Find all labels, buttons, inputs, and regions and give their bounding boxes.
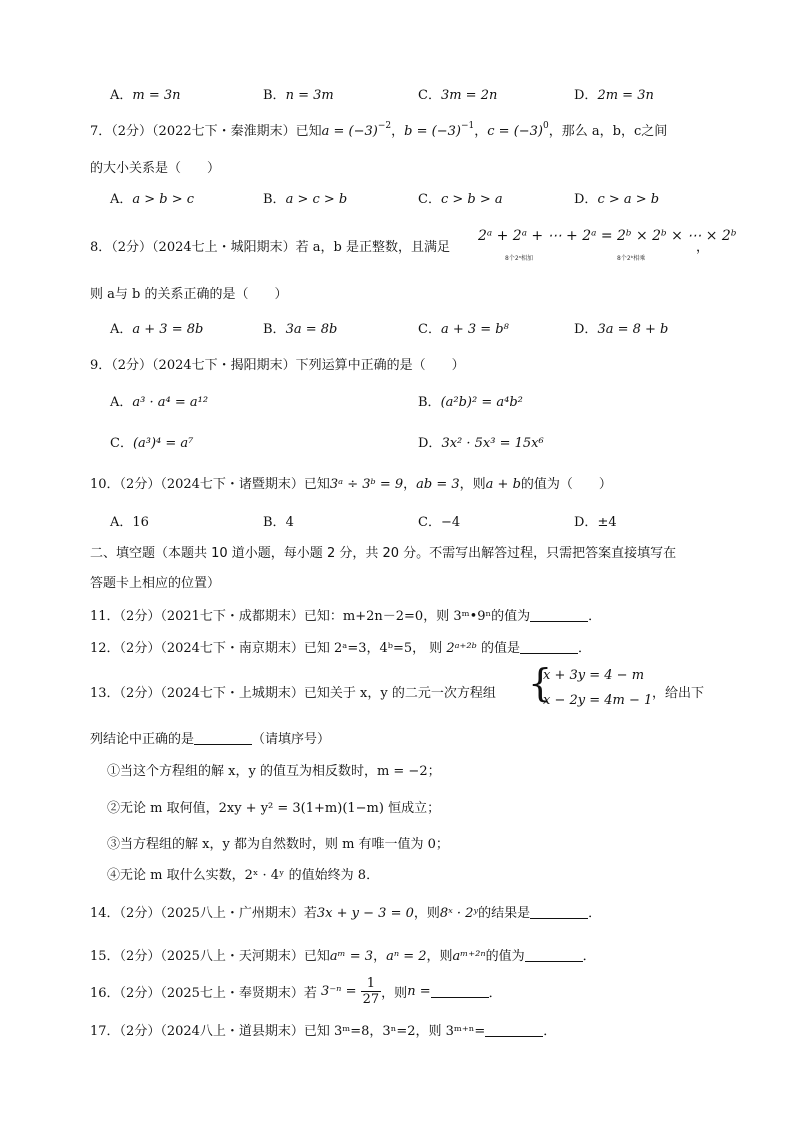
q15-end: ． <box>582 949 596 964</box>
q15-after: 的值为 <box>485 949 525 964</box>
question-16 <box>90 976 502 1007</box>
q13-item-1: ①当这个方程组的解 x，y 的值互为相反数时，m = −2； <box>107 764 441 779</box>
answer-blank <box>530 906 588 919</box>
option-label: C． <box>110 436 133 451</box>
q10-option-a <box>110 511 149 530</box>
answer-blank <box>530 609 588 622</box>
option-math: c > a > b <box>597 192 660 207</box>
q16-prefix: 16．（2分）（2025七上・奉贤期末）若 <box>90 986 317 1001</box>
option-label: A． <box>110 192 133 207</box>
section-heading-line2: 答题卡上相应的位置） <box>90 576 221 591</box>
option-label: D． <box>418 436 442 451</box>
question-9-stem: 9．（2分）（2024七下・揭阳期末）下列运算中正确的是（ ） <box>90 358 465 373</box>
option-math: c > b > a <box>440 192 503 207</box>
q8-option-a <box>110 318 203 337</box>
q12-end: ． <box>577 641 591 656</box>
option-label: C． <box>418 322 441 337</box>
q6-option-d <box>574 84 654 103</box>
q7-a-exp: −2 <box>377 121 392 131</box>
q14-prefix: 14．（2分）（2025八上・广州期末）若 <box>90 906 317 921</box>
option-label: B． <box>418 395 441 410</box>
q6-option-a <box>110 84 181 103</box>
q8-option-b <box>263 318 337 337</box>
q13-item-2: ②无论 m 取何值，2xy + y² = 3(1+m)(1−m) 恒成立； <box>107 801 441 816</box>
q15-prefix: 15．（2分）（2025八上・天河期末）已知 <box>90 949 330 964</box>
option-label: B． <box>263 192 286 207</box>
option-label: D． <box>574 192 598 207</box>
q7-option-a <box>110 188 194 207</box>
option-math: −4 <box>440 515 461 530</box>
q13-line2-end: （请填序号） <box>252 732 331 747</box>
question-13-line2 <box>90 728 330 747</box>
option-math: a³ · a⁴ = a¹² <box>132 395 209 410</box>
q7-prefix: 7．（2分）（2022七下・秦淮期末）已知 <box>90 124 322 139</box>
option-label: D． <box>574 88 598 103</box>
option-math: a + 3 = 8b <box>132 322 204 337</box>
q7-option-c <box>418 188 503 207</box>
system-brace: { <box>528 661 553 705</box>
q10-suffix: 的值为（ ） <box>520 477 612 492</box>
option-math: 3a = 8 + b <box>597 322 669 337</box>
q16-math: 3⁻ⁿ = <box>321 984 357 999</box>
question-10-stem <box>90 473 612 492</box>
q6-option-b <box>263 84 334 103</box>
q14-after: 的结果是 <box>478 906 531 921</box>
question-17 <box>90 1020 556 1039</box>
q13-item-4: ④无论 m 取什么实数，2ˣ · 4ʸ 的值始终为 8． <box>107 868 380 883</box>
question-13-stem: 13．（2分）（2024七下・上城期末）已知关于 x，y 的二元一次方程组 <box>90 686 496 701</box>
q10-option-d <box>574 511 617 530</box>
option-label: C． <box>418 515 441 530</box>
q9-option-d <box>418 432 544 451</box>
q13-eq1: x + 3y = 4 − m <box>543 668 645 683</box>
q10-mid: ， <box>403 477 417 492</box>
q13-eq2: x − 2y = 4m − 1 <box>543 693 653 708</box>
q7-b-exp: −1 <box>460 121 475 131</box>
option-label: A． <box>110 395 133 410</box>
q12-after: 的值是 <box>476 641 520 656</box>
option-label: D． <box>574 322 598 337</box>
q9-option-a <box>110 391 208 410</box>
question-8-line2: 则 a与 b 的关系正确的是（ ） <box>90 287 288 302</box>
q10-math3: a + b <box>485 477 521 492</box>
q15-mid: ， <box>373 949 387 964</box>
q8-under-left: 8个2ᵃ相加 <box>505 255 533 262</box>
option-label: A． <box>110 322 133 337</box>
answer-blank <box>431 985 489 998</box>
q10-prefix: 10．（2分）（2024七下・诸暨期末）已知 <box>90 477 330 492</box>
q8-under-right: 8个2ᵇ相乘 <box>617 255 646 262</box>
question-12 <box>90 637 591 656</box>
answer-blank <box>485 1024 543 1037</box>
option-math: 3a = 8b <box>285 322 338 337</box>
q14-end: ． <box>588 906 602 921</box>
section-heading-line1: 二、填空题（本题共 10 道小题，每小题 2 分，共 20 分。不需写出解答过程，只需把答案直接填写在 <box>90 546 677 561</box>
q7-suffix: ，那么 a，b，c之间 <box>548 124 668 139</box>
option-label: A． <box>110 515 133 530</box>
q7-b: b = (−3) <box>404 124 461 139</box>
q14-math: 3x + y − 3 = 0 <box>316 906 414 921</box>
q17-text: 17．（2分）（2024八上・道县期末）已知 3ᵐ=8，3ⁿ=2，则 3ᵐ⁺ⁿ= <box>90 1024 486 1039</box>
q17-end: ． <box>543 1024 557 1039</box>
q9-option-c <box>110 432 193 451</box>
q12-math: 2ᵃ⁺²ᵇ <box>446 641 477 656</box>
option-math: (a²b)² = a⁴b² <box>440 395 523 410</box>
q7-option-d <box>574 188 659 207</box>
q8-equation: 2ᵃ + 2ᵃ + ⋯ + 2ᵃ = 2ᵇ × 2ᵇ × ⋯ × 2ᵇ <box>478 228 737 244</box>
q15-math2: aⁿ = 2 <box>386 949 427 964</box>
option-math: 4 <box>285 515 294 530</box>
option-math: 3x² · 5x³ = 15x⁶ <box>441 436 544 451</box>
q6-option-c <box>418 84 497 103</box>
q14-math2: 8ˣ · 2ʸ <box>439 906 479 921</box>
option-math: 3m = 2n <box>440 88 498 103</box>
q7-c-exp: 0 <box>543 121 549 131</box>
q13-line2-text: 列结论中正确的是 <box>90 732 195 747</box>
q8-comma: ， <box>696 240 710 255</box>
question-15 <box>90 945 596 964</box>
q10-option-b <box>263 511 294 530</box>
question-11 <box>90 605 601 624</box>
q10-math1: 3ᵃ ÷ 3ᵇ = 9 <box>329 477 404 492</box>
q10-option-c <box>418 511 460 530</box>
q8-prefix: 8．（2分）（2024七上・城阳期末）若 a，b 是正整数，且满足 <box>90 240 450 255</box>
q11-end: ． <box>588 609 602 624</box>
option-label: D． <box>574 515 598 530</box>
q14-mid: ，则 <box>413 906 440 921</box>
option-math: 2m = 3n <box>597 88 654 103</box>
fraction-numerator: 1 <box>361 976 382 992</box>
q15-mid2: ，则 <box>426 949 453 964</box>
q9-option-b <box>418 391 523 410</box>
option-math: a > b > c <box>132 192 195 207</box>
answer-blank <box>525 949 583 962</box>
q16-mid: ，则 <box>381 986 408 1001</box>
q8-option-c <box>418 318 509 337</box>
question-14 <box>90 902 601 921</box>
option-math: a > c > b <box>285 192 348 207</box>
q7-c: c = (−3) <box>487 124 543 139</box>
option-math: ±4 <box>597 515 617 530</box>
option-label: B． <box>263 88 286 103</box>
q16-end: ． <box>488 986 502 1001</box>
answer-blank <box>520 641 578 654</box>
option-label: B． <box>263 515 286 530</box>
option-label: A． <box>110 88 133 103</box>
q8-option-d <box>574 318 668 337</box>
answer-blank <box>194 732 252 745</box>
option-math: m = 3n <box>132 88 181 103</box>
q10-mid2: ，则 <box>459 477 486 492</box>
option-math: (a³)⁴ = a⁷ <box>132 436 194 451</box>
question-7-stem: 7．（2分）（2022七下・秦淮期末）已知$a = (-3)^{-2}$，$b = (-3)^{-1}$，$c = (-3)^0$，那么 a，b，c之间 <box>90 121 668 139</box>
q11-text: 11．（2分）（2021七下・成都期末）已知：m+2n－2=0，则 3ᵐ•9ⁿ的值为 <box>90 609 531 624</box>
option-math: 16 <box>132 515 149 530</box>
question-8-stem <box>90 236 450 255</box>
q13-item-3: ③当方程组的解 x，y 都为自然数时，则 m 有唯一值为 0； <box>107 837 449 852</box>
q16-fraction <box>361 976 382 1007</box>
option-math: a + 3 = b⁸ <box>440 322 509 337</box>
q7-option-b <box>263 188 347 207</box>
question-7-line2: 的大小关系是（ ） <box>90 161 221 176</box>
q15-math3: aᵐ⁺²ⁿ <box>452 949 486 964</box>
q10-math2: ab = 3 <box>416 477 460 492</box>
q15-math: aᵐ = 3 <box>329 949 374 964</box>
fraction-denominator: 27 <box>362 992 380 1007</box>
q7-a: a = (−3) <box>321 124 378 139</box>
q12-text: 12．（2分）（2024七下・南京期末）已知 2ᵃ=3，4ᵇ=5， 则 <box>90 641 443 656</box>
q16-math2: n = <box>407 984 431 999</box>
q13-suffix: ，给出下 <box>652 686 705 701</box>
option-label: C． <box>418 88 441 103</box>
option-label: B． <box>263 322 286 337</box>
option-math: n = 3m <box>285 88 334 103</box>
option-label: C． <box>418 192 441 207</box>
